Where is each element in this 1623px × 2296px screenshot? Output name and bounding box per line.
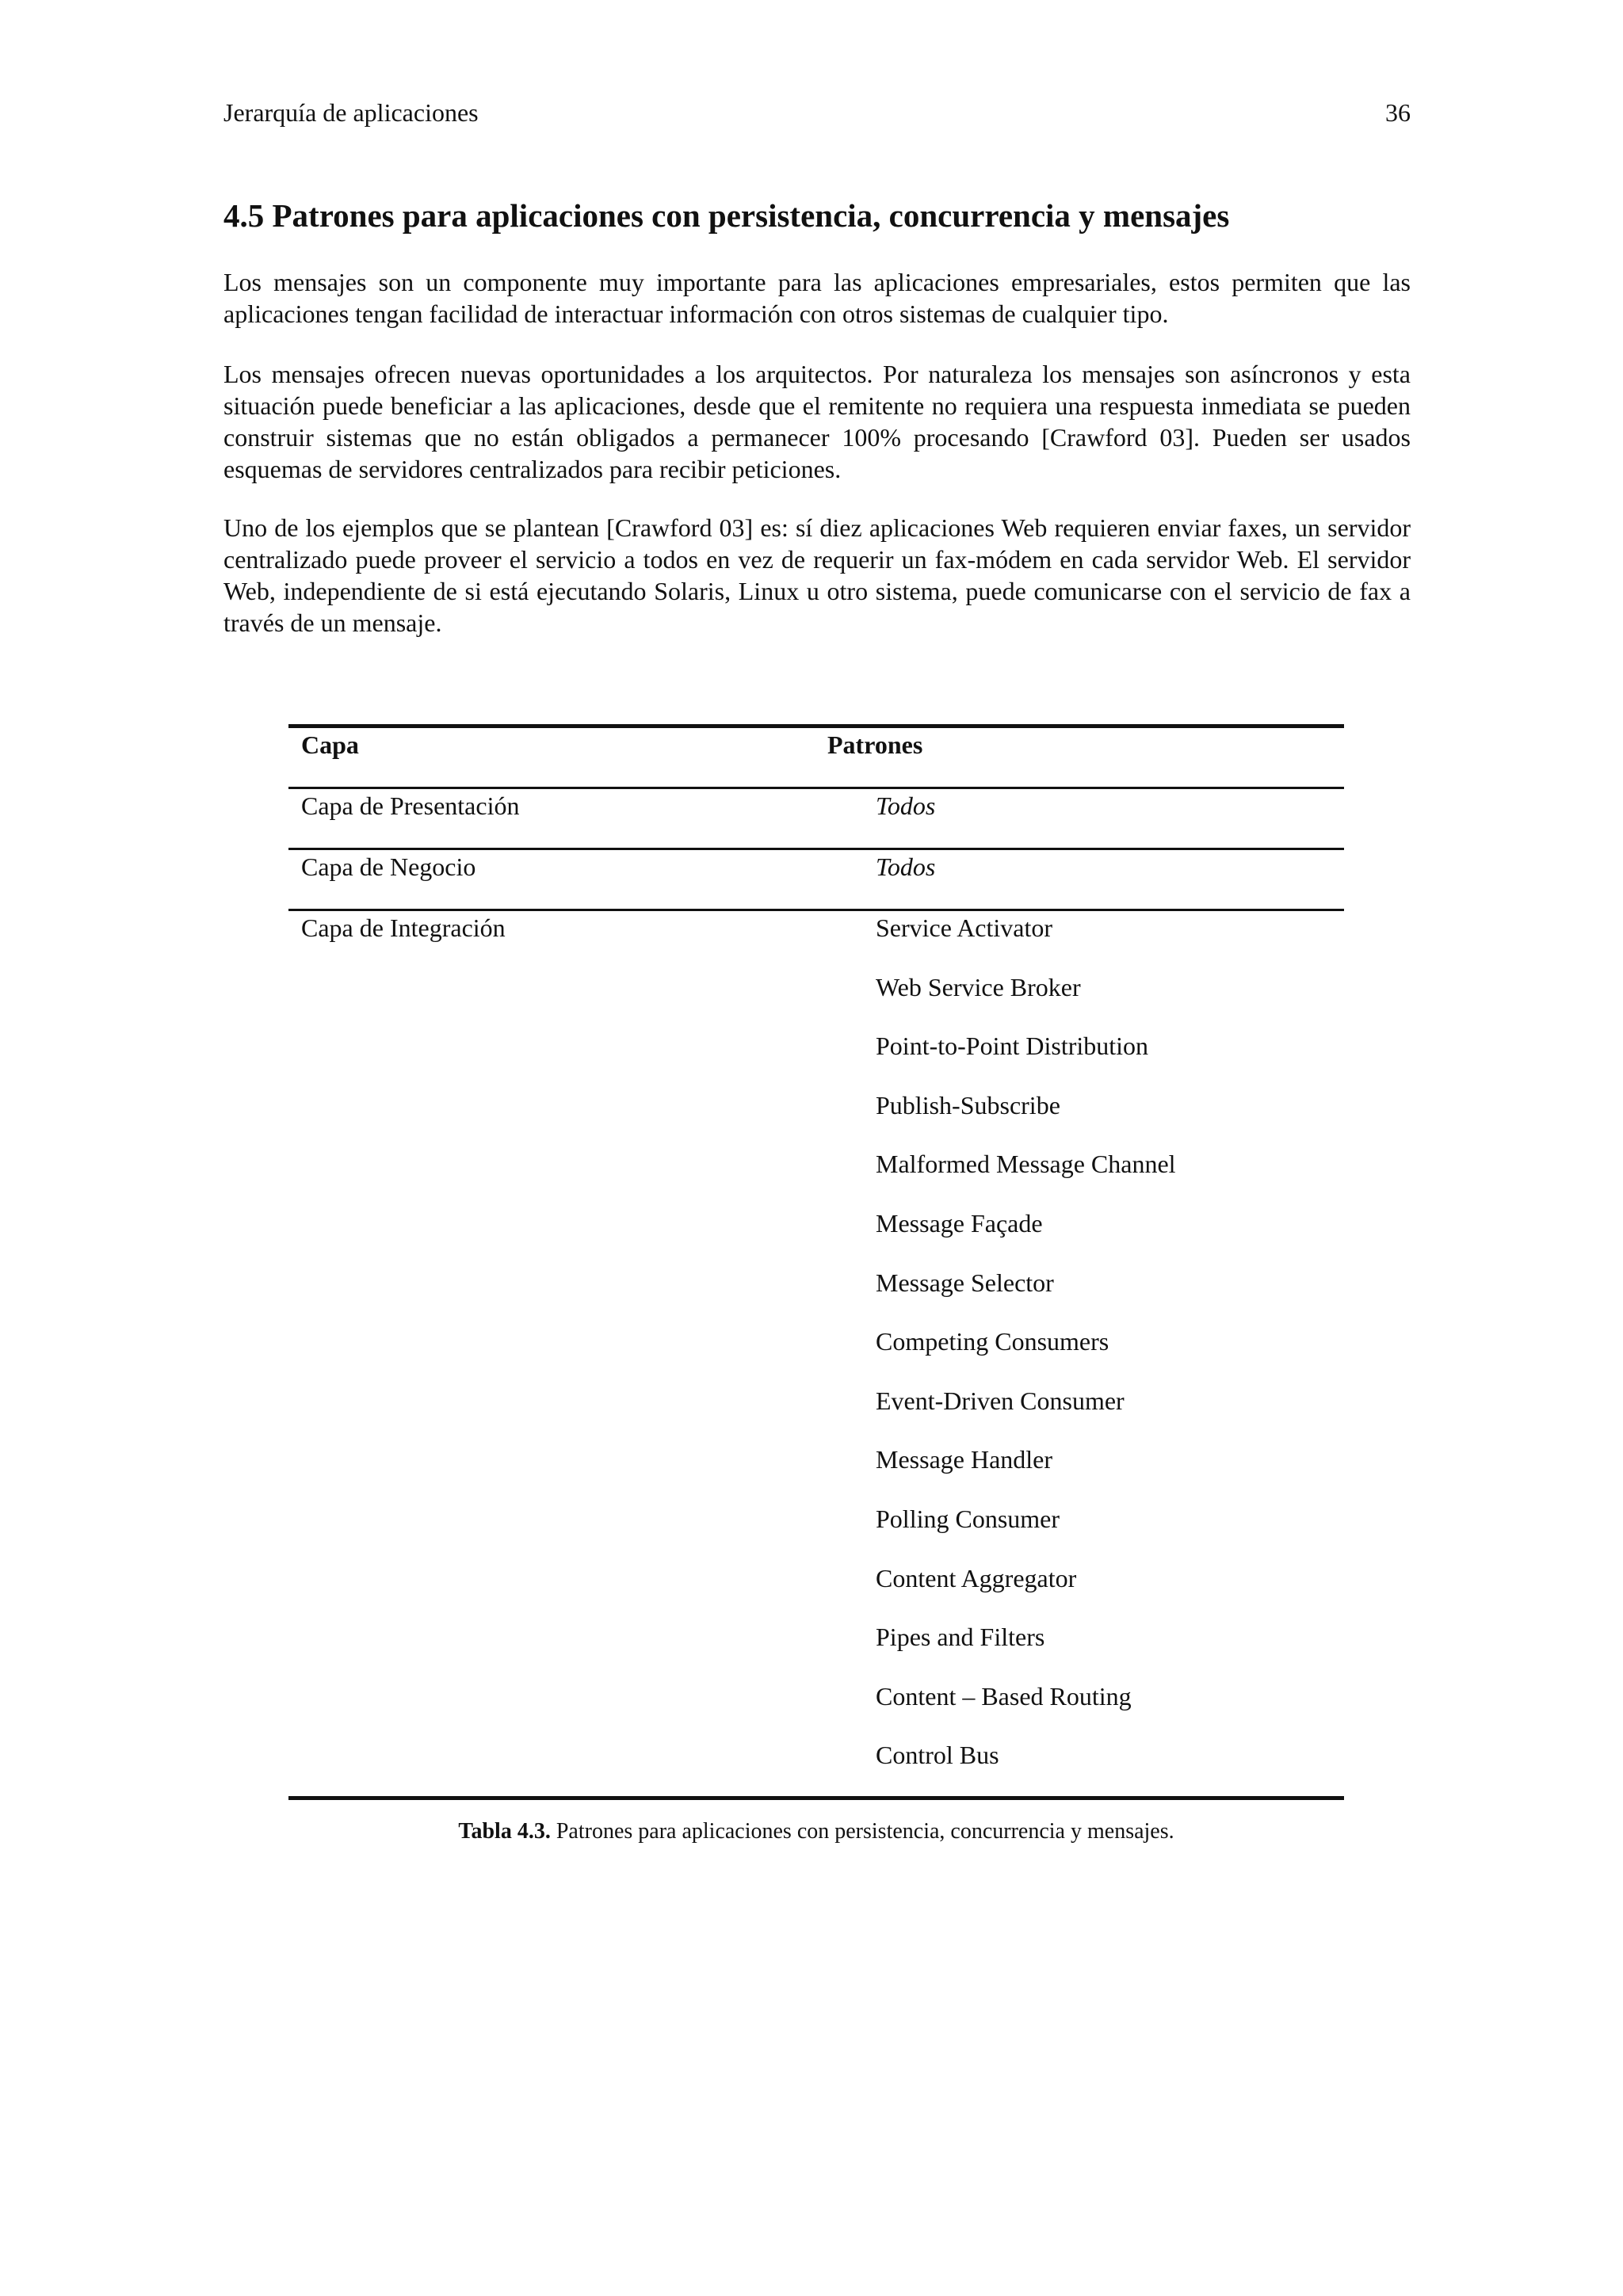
- table-caption-label: Tabla 4.3.: [458, 1819, 551, 1844]
- integration-pattern-list: [876, 912, 1176, 1798]
- pattern-item: Control Bus: [876, 1741, 999, 1770]
- pattern-item: Malformed Message Channel: [876, 1150, 1176, 1179]
- table-row-label: Capa de Integración: [301, 913, 506, 942]
- pattern-item: Content – Based Routing: [876, 1681, 1132, 1711]
- table-row-label: Capa de Presentación: [301, 791, 520, 820]
- pattern-item: Pipes and Filters: [876, 1623, 1045, 1652]
- pattern-item: Message Handler: [876, 1445, 1053, 1474]
- table-row-pattern: Todos: [876, 852, 936, 881]
- table-bottom-rule: [288, 1796, 1344, 1800]
- body-paragraph: Los mensajes son un componente muy importante para las aplicaciones empresariales, estos permiten que las aplicaciones tengan facilidad de interactuar información con otros sistemas de cualquier tipo.: [223, 268, 1411, 328]
- body-paragraph: Los mensajes ofrecen nuevas oportunidades a los arquitectos. Por naturaleza los mensajes son asíncronos y esta situación puede beneficiar a las aplicaciones, desde que el remitente no requiera una respuesta inmediata se pueden construir sistemas que no están obligados a permanecer 100% procesando [Crawford 03]. Pueden ser usados esquemas de servidores centralizados para recibir peticiones.: [223, 360, 1411, 483]
- pattern-item: Message Façade: [876, 1208, 1043, 1238]
- table-top-rule: [288, 724, 1344, 728]
- table-row-rule: [288, 848, 1344, 850]
- running-header: [223, 93, 1411, 132]
- table-caption: [288, 1817, 1344, 1846]
- pattern-item: Service Activator: [876, 913, 1053, 942]
- pattern-item: Web Service Broker: [876, 972, 1081, 1001]
- pattern-item: Polling Consumer: [876, 1504, 1060, 1533]
- pattern-item: Content Aggregator: [876, 1563, 1077, 1592]
- table-header-capa: Capa: [301, 730, 359, 759]
- table-caption-text: Patrones para aplicaciones con persistencia, concurrencia y mensajes.: [550, 1819, 1174, 1844]
- table-header-rule: [288, 787, 1344, 789]
- table-row-label: Capa de Negocio: [301, 852, 476, 881]
- table-row-pattern: Todos: [876, 791, 936, 820]
- table-header-patrones: Patrones: [827, 730, 923, 759]
- pattern-item: Point-to-Point Distribution: [876, 1032, 1149, 1061]
- pattern-item: Message Selector: [876, 1268, 1054, 1297]
- pattern-item: Publish-Subscribe: [876, 1090, 1060, 1119]
- pattern-item: Competing Consumers: [876, 1327, 1109, 1356]
- section-heading: 4.5 Patrones para aplicaciones con persistencia, concurrencia y mensajes: [223, 197, 1230, 234]
- body-paragraph: Uno de los ejemplos que se plantean [Crawford 03] es: sí diez aplicaciones Web requieren enviar faxes, un servidor centralizado puede proveer el servicio a todos en vez de requerir un fax-módem en cada servidor Web. El servidor Web, independiente de si está ejecutando Solaris, Linux u otro sistema, puede comunicarse con el servicio de fax a través de un mensaje.: [223, 513, 1411, 637]
- pattern-item: Event-Driven Consumer: [876, 1386, 1125, 1415]
- table-row-rule: [288, 909, 1344, 911]
- running-header-title: Jerarquía de aplicaciones: [223, 98, 479, 127]
- page-number: 36: [1385, 98, 1411, 127]
